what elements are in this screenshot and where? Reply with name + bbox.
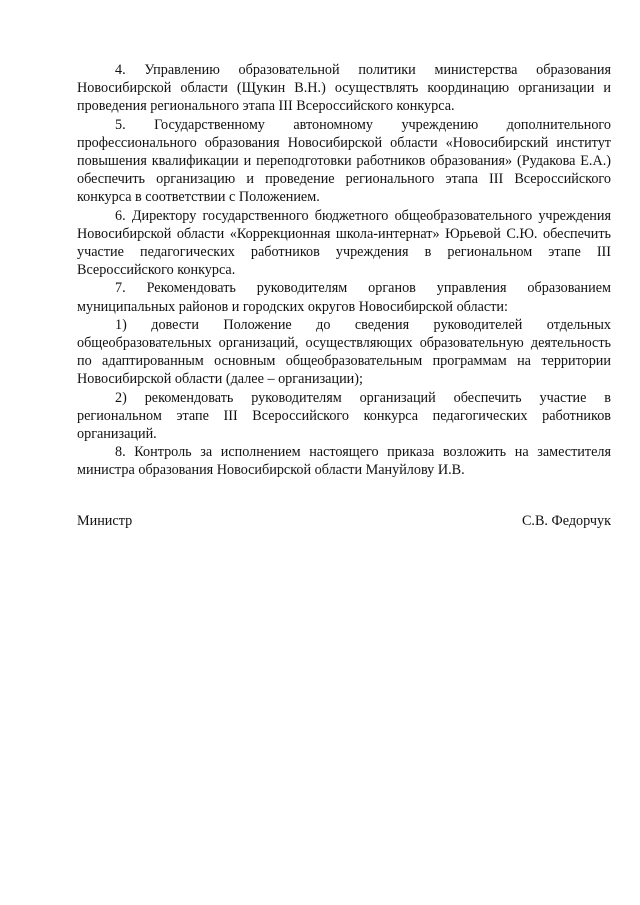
paragraph-item-7-1: 1) довести Положение до сведения руководителей отдельных общеобразовательных организаций, осуществляющих образовательную деятельность по адаптированным основным общеобразовательным программам на территории Новосибирской области (далее – организации);: [77, 316, 611, 388]
paragraph-item-7-2: 2) рекомендовать руководителям организаций обеспечить участие в региональном этапе III Всероссийского конкурса педагогических работников организаций.: [77, 389, 611, 443]
paragraph-item-7: 7. Рекомендовать руководителям органов управления образованием муниципальных районов и городских округов Новосибирской области:: [77, 280, 611, 315]
signatory-title: Министр: [77, 513, 133, 529]
paragraph-item-8: 8. Контроль за исполнением настоящего приказа возложить на заместителя министра образования Новосибирской области Мануйлову И.В.: [77, 444, 611, 479]
order-body: [77, 61, 611, 480]
paragraph-item-5: 5. Государственному автономному учреждению дополнительного профессионального образования Новосибирской области «Новосибирский институт повышения квалификации и переподготовки работников образования» (Рудакова Е.А.) обеспечить организацию и проведение регионального этапа III Всероссийского конкурса в соответствии с Положением.: [77, 116, 611, 206]
signature-block: [77, 512, 611, 530]
paragraph-item-6: 6. Директору государственного бюджетного общеобразовательного учреждения Новосибирской области «Коррекционная школа-интернат» Юрьевой С.Ю. обеспечить участие педагогических работников учреждения в региональном этапе III Всероссийского конкурса.: [77, 207, 611, 279]
paragraph-item-4: 4. Управлению образовательной политики министерства образования Новосибирской области (Щукин В.Н.) осуществлять координацию организации и проведения регионального этапа III Всероссийского конкурса.: [77, 62, 611, 115]
signatory-name: С.В. Федорчук: [521, 513, 611, 529]
